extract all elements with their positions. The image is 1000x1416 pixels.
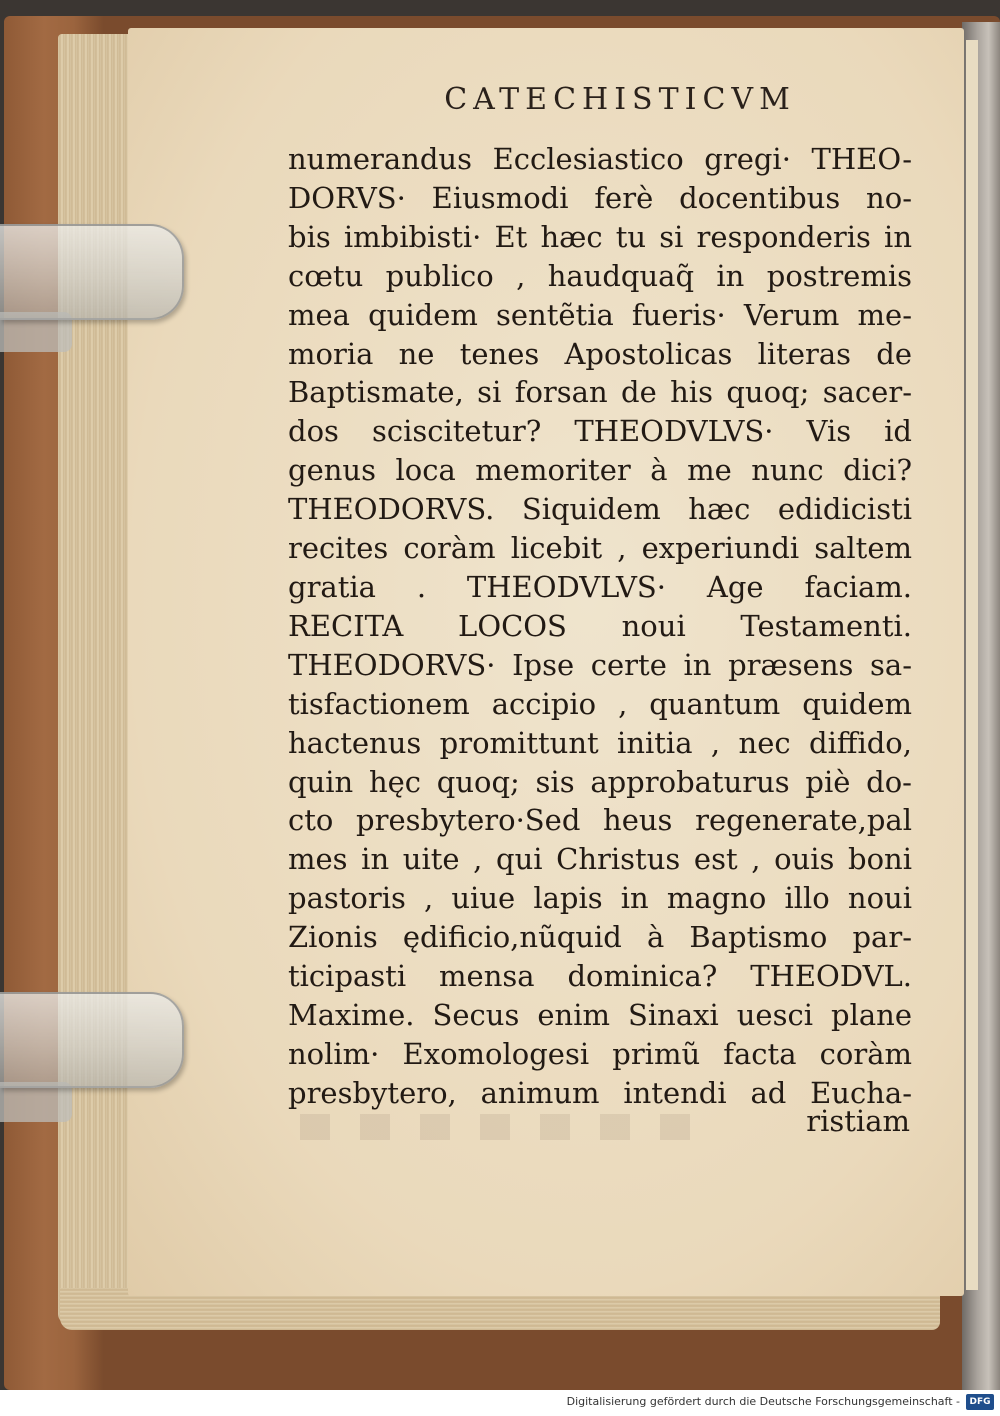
text-line: cto presbytero·Sed heus regenerate,pal (288, 803, 912, 838)
text-line: hactenus promittunt initia , nec diffido, (288, 725, 912, 760)
text-line: cœtu publico , haudquaq̃ in postremis (288, 258, 912, 293)
page-clip-base-bottom (0, 1082, 72, 1122)
ink-show-through (300, 1114, 720, 1140)
funding-credit: Digitalisierung gefördert durch die Deutsche Forschungsgemeinschaft - (566, 1395, 960, 1408)
text-line: genus loca memoriter à me nunc dici? (288, 453, 912, 488)
text-line: THEODORVS. Siquidem hæc edidicisti (288, 492, 912, 527)
page-text (288, 140, 912, 1113)
page-clip-top (0, 224, 184, 320)
text-line: DORVS· Eiusmodi ferè docentibus no- (288, 180, 912, 215)
text-line: Maxime. Secus enim Sinaxi uesci plane (288, 997, 912, 1032)
catchword: ristiam (806, 1104, 910, 1138)
text-line: numerandus Ecclesiastico gregi· THEO- (288, 142, 912, 176)
text-line: tisfactionem accipio , quantum quidem (288, 686, 912, 721)
text-line: moria ne tenes Apostolicas literas de (288, 336, 912, 371)
text-line: Baptismate, si forsan de his quoq; sacer- (288, 375, 912, 410)
text-line: bis imbibisti· Et hæc tu si responderis in (288, 219, 912, 254)
text-line: gratia . THEODVLVS· Age faciam. (288, 569, 912, 604)
text-line: quin hęc quoq; sis approbaturus piè do- (288, 764, 912, 799)
footer-bar (0, 1390, 1000, 1416)
text-line: recites coràm licebit , experiundi saltem (288, 531, 912, 566)
running-head: CATECHISTICVM (444, 82, 796, 117)
text-line: dos sciscitetur? THEODVLVS· Vis id (288, 414, 912, 449)
text-line: mea quidem sentẽtia fueris· Verum me- (288, 297, 912, 332)
text-line: Zionis ędificio,nũquid à Baptismo par- (288, 920, 912, 955)
text-line: pastoris , uiue lapis in magno illo noui (288, 881, 912, 916)
text-line: mes in uite , qui Christus est , ouis boni (288, 842, 912, 877)
text-line: presbytero, animum intendi ad Eucha- (288, 1075, 912, 1110)
text-line: nolim· Exomologesi primũ facta coràm (288, 1036, 912, 1071)
text-line: ticipasti mensa dominica? THEODVL. (288, 959, 912, 994)
text-line: THEODORVS· Ipse certe in præsens sa- (288, 647, 912, 682)
text-line: RECITA LOCOS noui Testamenti. (288, 608, 912, 643)
facing-page-edge (966, 40, 978, 1290)
page-clip-bottom (0, 992, 184, 1088)
dfg-logo: DFG (966, 1394, 994, 1410)
